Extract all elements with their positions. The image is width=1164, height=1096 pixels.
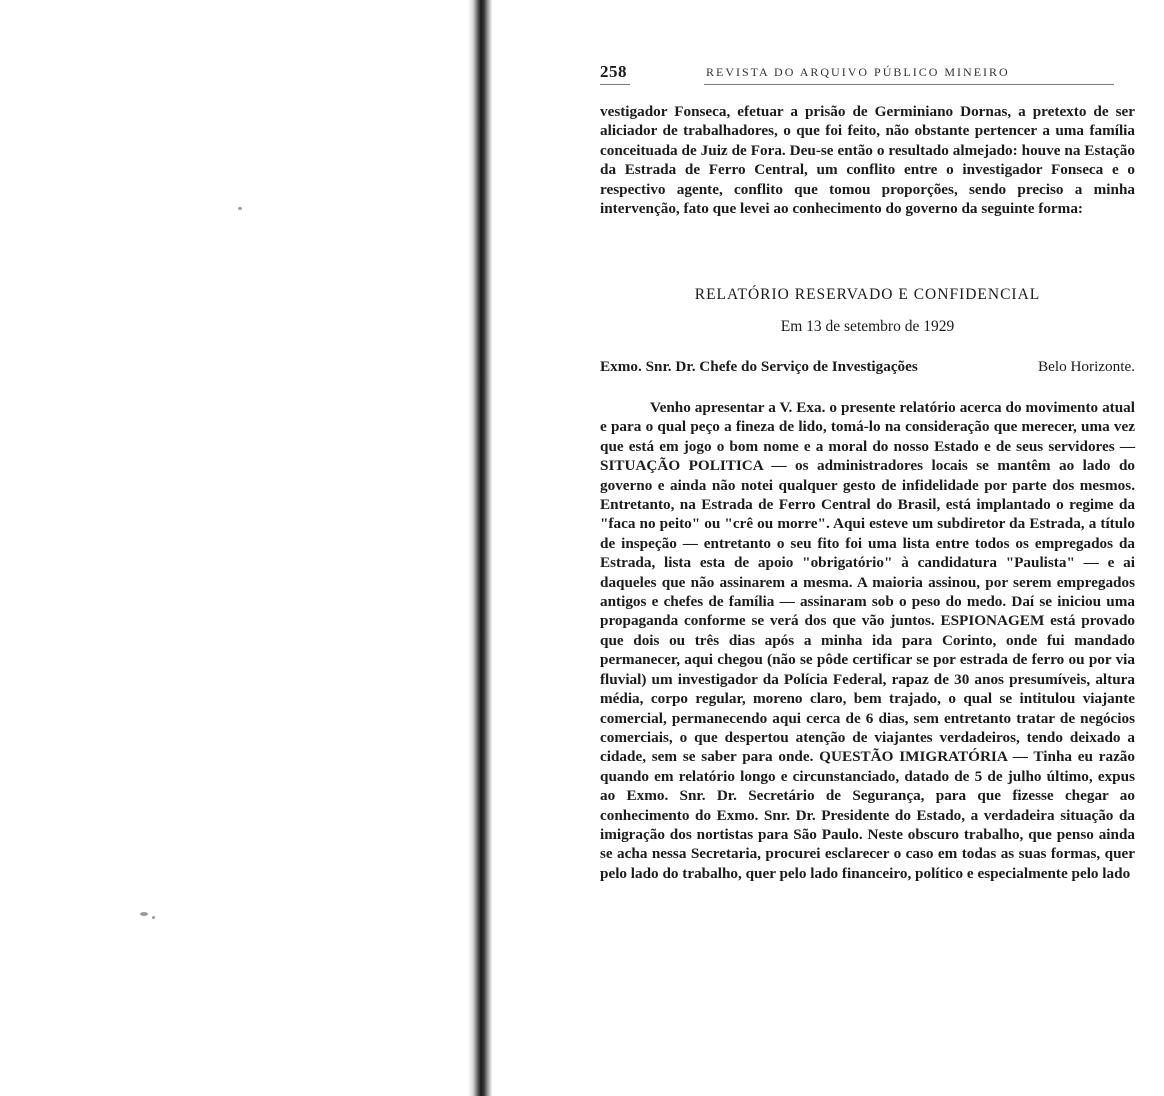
report-addressee: Exmo. Snr. Dr. Chefe do Serviço de Investigações — [600, 358, 918, 375]
paper-speck — [152, 916, 155, 919]
report-body — [600, 398, 1135, 883]
intro-paragraph — [600, 102, 1135, 218]
page-number: 258 — [600, 62, 627, 81]
report-date: Em 13 de setembro de 1929 — [780, 318, 955, 335]
running-header — [600, 62, 1125, 86]
intro-paragraph-text: vestigador Fonseca, efetuar a prisão de Germiniano Dornas, a pretexto de ser aliciador de trabalhadores, o que foi feito, não obstante pertencer a uma família conceituada de Juiz de Fora. Deu-se então o resultado almejado: houve na Estação da Estrada de Ferro Central, um conflito entre o investigador Fonseca e o respectivo agente, conflito que tomou proporções, sendo preciso a minha intervenção, fato que levei ao conhecimento do governo da seguinte forma: — [600, 103, 1135, 218]
paper-speck — [140, 912, 148, 916]
report-body-text: Venho apresentar a V. Exa. o presente relatório acerca do movimento atual e para o qual peço a fineza de lido, tomá-lo na consideração que merecer, uma vez que está em jogo o bom nome e a moral do nosso Estado e de seus servidores — SITUAÇÃO POLITICA — os administradores locais se mantêm ao lado do governo e ainda não notei qualquer gesto de infidelidade por parte dos mesmos. Entretanto, na Estrada de Ferro Central do Brasil, está implantado o regime da "faca no peito" ou "crê ou morre". Aqui esteve um subdiretor da Estrada, a título de inspeção — entretanto o seu fito foi uma lista entre todos os empregados da Estrada, lista esta de apoio "obrigatório" à candidatura "Paulista" — e ai daqueles que não assinarem a mesma. A maioria assinou, por serem empregados antigos e chefes de família — assinaram sob o peso do medo. Daí se iniciou uma propaganda conforme se verá dos que vão juntos. ESPIONAGEM está provado que dois ou três dias após a minha ida para Corinto, onde fui mandado permanecer, aqui chegou (não se pôde certificar se por estrada de ferro ou por via fluvial) um investigador da Polícia Federal, rapaz de 30 anos presumíveis, altura média, corpo regular, moreno claro, bem trajado, o qual se intitulou viajante comercial, permanecendo aqui cerca de 6 dias, sem entretanto tratar de negócios comerciais, o que despertou atenção de viajantes verdadeiros, tendo deixado a cidade, sem se saber para onde. QUESTÃO IMIGRATÓRIA — Tinha eu razão quando em relatório longo e circunstanciado, datado de 5 de julho último, expus ao Exmo. Snr. Dr. Secretário de Segurança, para que fizesse chegar ao conhecimento do Exmo. Snr. Dr. Presidente do Estado, a verdadeira situação da imigração dos nortistas para São Paulo. Neste obscuro trabalho, que penso ainda se acha nessa Secretaria, procurei esclarecer o caso em todas as suas formas, quer pelo lado do trabalho, quer pelo lado financeiro, político e especialmente pelo lado — [600, 399, 1135, 882]
report-heading: RELATÓRIO RESERVADO E CONFIDENCIAL — [694, 286, 1041, 303]
report-salutation — [600, 358, 1135, 376]
right-page — [492, 0, 1164, 1096]
report-place: Belo Horizonte. — [1037, 358, 1135, 375]
header-rule — [704, 84, 1114, 85]
header-rule — [600, 84, 630, 85]
left-blank-page — [0, 0, 470, 1096]
paper-speck — [238, 207, 242, 210]
journal-title: REVISTA DO ARQUIVO PÚBLICO MINEIRO — [706, 65, 1010, 79]
book-gutter — [468, 0, 492, 1096]
